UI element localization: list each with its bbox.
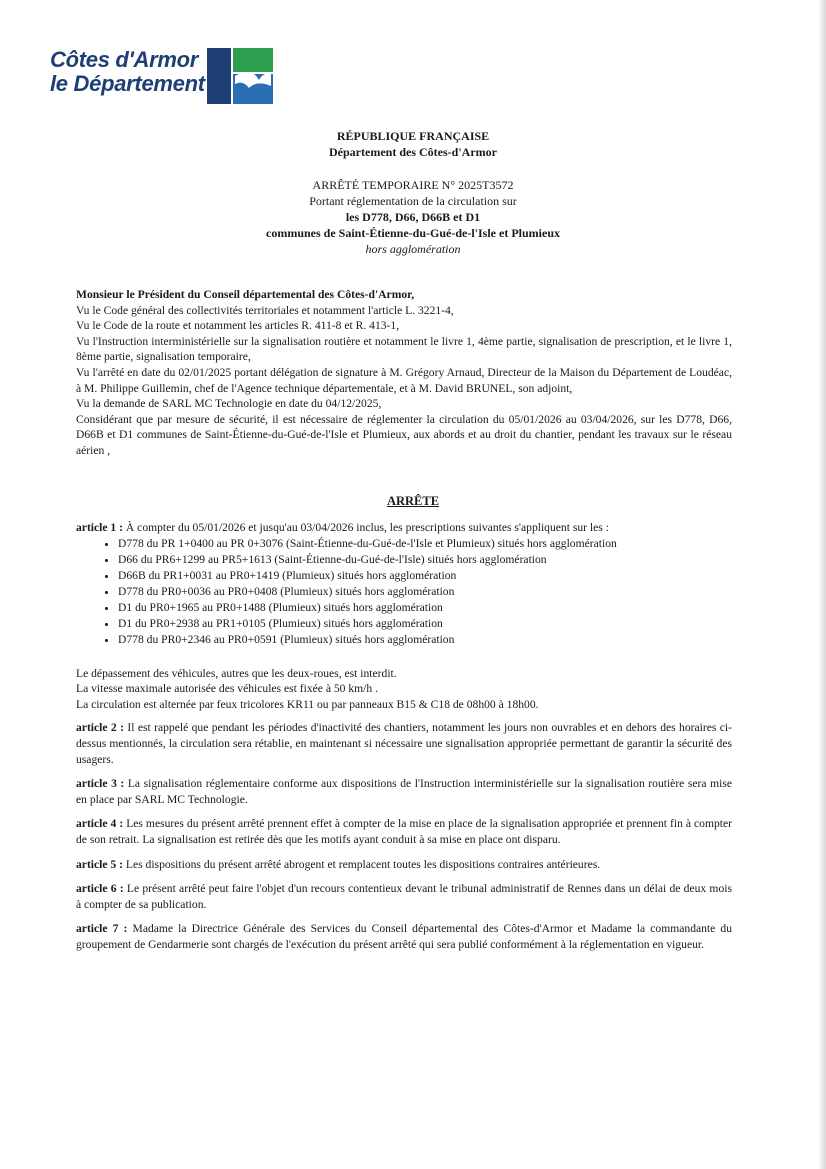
preamble <box>76 287 732 459</box>
article-text: Il est rappelé que pendant les périodes d'inactivité des chantiers, notamment les jours non ouvrables et en dehors des horaires ci-dessus mentionnés, la circulation sera rétablie, en maintenant si nécessaire une signalisation appropriée permettant de garantir la sécurité des usagers. <box>76 721 732 766</box>
article-4 <box>76 816 732 847</box>
preamble-line: Considérant que par mesure de sécurité, il est nécessaire de réglementer la circulation du 05/01/2026 au 03/04/2026, sur les D778, D66, D66B et D1 communes de Saint-Étienne-du-Gué-de-l'Isle et Plumieux, aux abords et au droit du chantier, pendant les travaux sur le réseau aérien , <box>76 412 732 457</box>
article-label: article 3 : <box>76 777 125 791</box>
department-heading: Département des Côtes-d'Armor <box>329 145 497 159</box>
preamble-line: Vu la demande de SARL MC Technologie en date du 04/12/2025, <box>76 397 382 411</box>
decree-roads: les D778, D66, D66B et D1 <box>345 210 481 224</box>
articles-section <box>76 520 732 962</box>
traffic-rule: La vitesse maximale autorisée des véhicules est fixée à 50 km/h . <box>76 682 378 696</box>
article-1-intro: À compter du 05/01/2026 et jusqu'au 03/04/2026 inclus, les prescriptions suivantes s'appliquent sur les : <box>125 521 609 534</box>
article-label: article 1 : <box>76 521 123 534</box>
decree-zone: hors agglomération <box>365 242 461 256</box>
article-text: Les mesures du présent arrêté prennent effet à compter de la mise en place de la signalisation appropriée et prennent fin à compter de son retrait. La signalisation est retirée dès que les motifs ayant conduit à sa mise en place ont disparu. <box>76 817 732 846</box>
article-label: article 5 : <box>76 857 123 871</box>
decree-subject: Portant réglementation de la circulation sur <box>309 194 517 208</box>
list-item: • D778 du PR0+2346 au PR0+0591 (Plumieux) situés hors agglomération <box>118 632 732 648</box>
article-2 <box>76 720 732 767</box>
logo-line-2: le Département <box>50 71 205 96</box>
article-text: La signalisation réglementaire conforme aux dispositions de l'Instruction interministérielle sur la signalisation routière sera mise en place par SARL MC Technologie. <box>76 777 732 806</box>
decree-title: ARRÊTÉ TEMPORAIRE N° 2025T3572 <box>312 178 514 192</box>
traffic-rule: Le dépassement des véhicules, autres que les deux-roues, est interdit. <box>76 666 397 680</box>
article-6 <box>76 881 732 912</box>
list-item: • D1 du PR0+2938 au PR1+0105 (Plumieux) situés hors agglomération <box>118 616 732 632</box>
preamble-line: Vu le Code de la route et notamment les articles R. 411-8 et R. 413-1, <box>76 319 400 333</box>
department-logo <box>50 46 280 108</box>
road-sections-list <box>76 536 732 648</box>
republic-heading: RÉPUBLIQUE FRANÇAISE <box>336 129 490 143</box>
document-header <box>0 128 826 257</box>
logo-line-1: Côtes d'Armor <box>50 47 199 72</box>
preamble-line: Vu l'Instruction interministérielle sur la signalisation routière et notamment le livre 1, 4ème partie, signalisation de prescription, et le livre 1, 8ème partie, signalisation temporaire, <box>76 334 732 364</box>
article-text: Le présent arrêté peut faire l'objet d'un recours contentieux devant le tribunal administratif de Rennes dans un délai de deux mois à compter de sa publication. <box>76 882 732 911</box>
article-7 <box>76 921 732 952</box>
list-item: • D1 du PR0+1965 au PR0+1488 (Plumieux) situés hors agglomération <box>118 600 732 616</box>
list-item: • D778 du PR0+0036 au PR0+0408 (Plumieux) situés hors agglomération <box>118 584 732 600</box>
decree-communes: communes de Saint-Étienne-du-Gué-de-l'Isle et Plumieux <box>266 226 560 240</box>
article-label: article 6 : <box>76 882 124 896</box>
article-text: Madame la Directrice Générale des Services du Conseil départemental des Côtes-d'Armor et Madame la commandante du groupement de Gendarmerie sont chargés de l'exécution du présent arrêté qui sera publié conformément à la réglementation en vigueur. <box>76 922 732 951</box>
logo-mark-icon <box>205 46 275 106</box>
article-label: article 4 : <box>76 817 124 831</box>
logo-text <box>50 48 205 96</box>
preamble-line: Vu le Code général des collectivités territoriales et notamment l'article L. 3221-4, <box>76 303 454 317</box>
president-line: Monsieur le Président du Conseil départemental des Côtes-d'Armor, <box>76 288 415 301</box>
list-item: • D778 du PR 1+0400 au PR 0+3076 (Saint-Étienne-du-Gué-de-l'Isle et Plumieux) situés hors agglomération <box>118 536 732 552</box>
article-1 <box>76 520 732 536</box>
article-3 <box>76 776 732 807</box>
arrete-heading: ARRÊTE <box>386 494 440 508</box>
article-label: article 2 : <box>76 721 124 735</box>
article-label: article 7 : <box>76 922 128 936</box>
list-item: • D66 du PR6+1299 au PR5+1613 (Saint-Étienne-du-Gué-de-l'Isle) situés hors agglomération <box>118 552 732 568</box>
article-5 <box>76 857 732 873</box>
list-item: • D66B du PR1+0031 au PR0+1419 (Plumieux) situés hors agglomération <box>118 568 732 584</box>
article-text: Les dispositions du présent arrêté abrogent et remplacent toutes les dispositions contraires antérieures. <box>125 857 601 871</box>
traffic-rule: La circulation est alternée par feux tricolores KR11 ou par panneaux B15 & C18 de 08h00 à 18h00. <box>76 697 539 711</box>
preamble-line: Vu l'arrêté en date du 02/01/2025 portant délégation de signature à M. Grégory Arnaud, Directeur de la Maison du Département de Loudéac, à M. Philippe Guillemin, chef de l'Agence technique départementale, et à M. David BRUNEL, son adjoint, <box>76 365 732 395</box>
